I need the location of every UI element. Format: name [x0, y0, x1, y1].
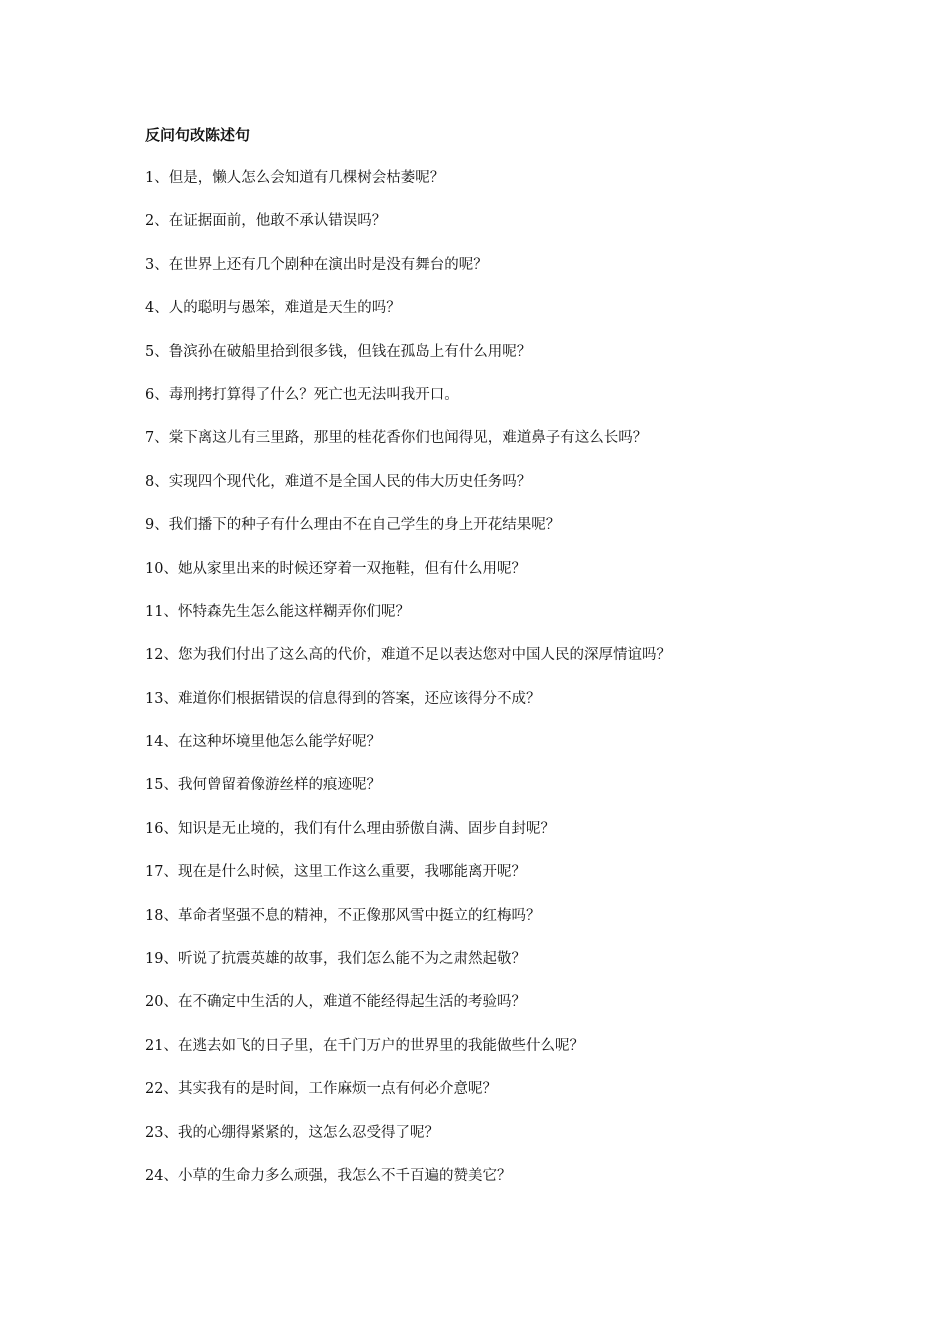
- exercise-item: 10、她从家里出来的时候还穿着一双拖鞋，但有什么用呢？: [145, 560, 526, 577]
- exercise-item: 5、鲁滨孙在破船里拾到很多钱，但钱在孤岛上有什么用呢？: [145, 343, 532, 360]
- document-title: 反问句改陈述句: [145, 126, 251, 144]
- exercise-item: 6、毒刑拷打算得了什么？死亡也无法叫我开口。: [145, 386, 459, 403]
- exercise-item: 2、在证据面前，他敢不承认错误吗？: [145, 213, 387, 230]
- exercise-item: 4、人的聪明与愚笨，难道是天生的吗？: [145, 300, 401, 317]
- exercise-item: 11、怀特森先生怎么能这样糊弄你们呢？: [145, 603, 410, 620]
- exercise-item: 14、在这种坏境里他怎么能学好呢？: [145, 734, 381, 751]
- exercise-item: 20、在不确定中生活的人，难道不能经得起生活的考验吗？: [145, 994, 526, 1011]
- exercise-item: 17、现在是什么时候，这里工作这么重要，我哪能离开呢？: [145, 864, 526, 881]
- exercise-item: 3、在世界上还有几个剧种在演出时是没有舞台的呢？: [145, 256, 488, 273]
- exercise-item: 18、革命者坚强不息的精神，不正像那风雪中挺立的红梅吗？: [145, 907, 541, 924]
- exercise-item: 1、但是，懒人怎么会知道有几棵树会枯萎呢？: [145, 170, 445, 186]
- exercise-item: 16、知识是无止境的，我们有什么理由骄傲自满、固步自封呢？: [145, 820, 555, 837]
- exercise-item: 8、实现四个现代化，难道不是全国人民的伟大历史任务吗？: [145, 473, 532, 490]
- exercise-item: 24、小草的生命力多么顽强，我怎么不千百遍的赞美它？: [145, 1167, 512, 1184]
- exercise-item: 22、其实我有的是时间，工作麻烦一点有何必介意呢？: [145, 1081, 497, 1098]
- exercise-item: 23、我的心绷得紧紧的，这怎么忍受得了呢？: [145, 1124, 439, 1141]
- exercise-item: 9、我们播下的种子有什么理由不在自己学生的身上开花结果呢？: [145, 517, 561, 534]
- exercise-item: 21、在逃去如飞的日子里，在千门万户的世界里的我能做些什么呢？: [145, 1037, 584, 1054]
- exercise-item: 13、难道你们根据错误的信息得到的答案，还应该得分不成？: [145, 690, 541, 707]
- exercise-item: 12、您为我们付出了这么高的代价，难道不足以表达您对中国人民的深厚情谊吗？: [145, 647, 671, 664]
- exercise-item: 7、棠下离这儿有三里路，那里的桂花香你们也闻得见，难道鼻子有这么长吗？: [145, 430, 648, 447]
- exercise-list: [145, 167, 671, 1208]
- exercise-item: 19、听说了抗震英雄的故事，我们怎么能不为之肃然起敬？: [145, 951, 526, 968]
- exercise-item: 15、我何曾留着像游丝样的痕迹呢？: [145, 777, 381, 794]
